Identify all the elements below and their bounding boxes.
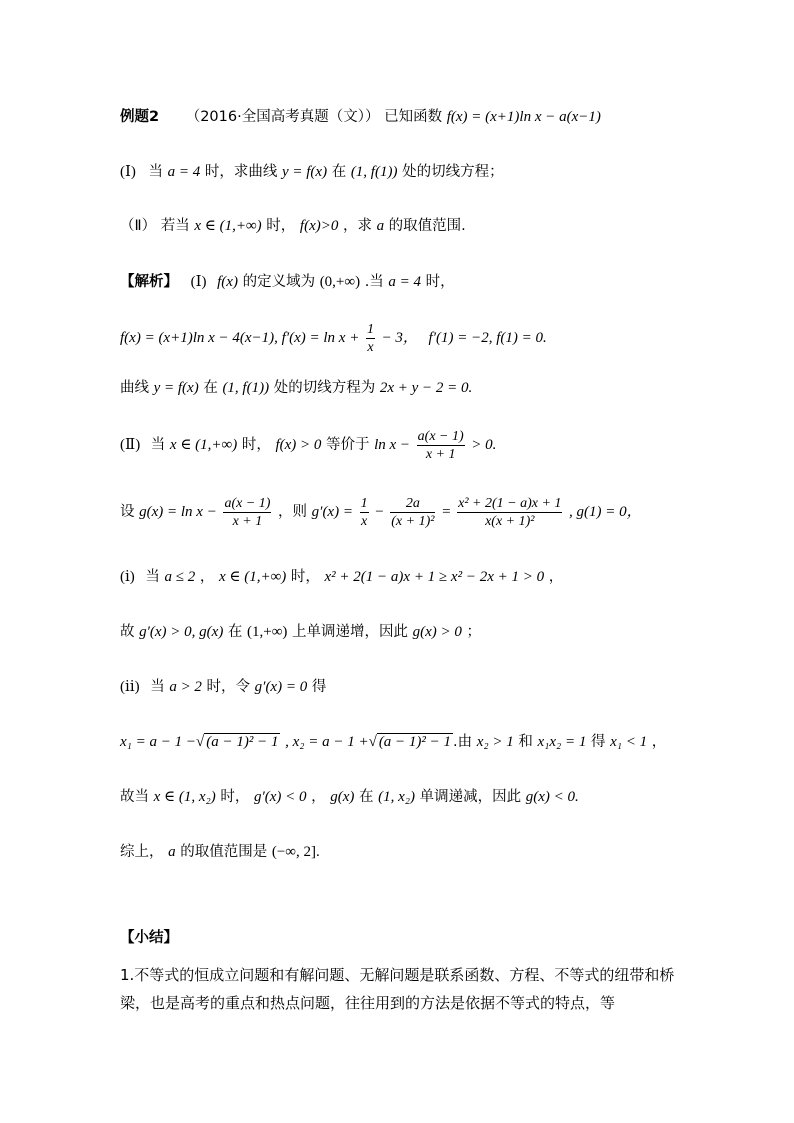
math: g′(x) > 0, g(x) [139,624,224,640]
solution-line-7 [120,622,481,642]
fraction [457,495,562,530]
fraction-numerator: a(x − 1) [224,495,271,511]
fraction [223,495,271,530]
part1-text: 在 [331,164,347,180]
math: (1, f(1)) [222,380,270,396]
math: g(x) > 0 [412,624,462,640]
fraction-numerator: a(x − 1) [417,428,464,444]
text: 在 [227,624,243,640]
part1-condition: a = 4 [167,164,201,180]
text: ， [199,569,215,585]
text: 时，令 [206,679,251,695]
math: (−∞, 2]. [271,844,320,860]
math: − [375,504,384,520]
text: .当 [364,274,384,290]
solution-line-4 [120,425,496,465]
math: ln x − [374,437,411,453]
math: (1, x₂) [378,789,415,805]
part2-domain: x ∈ (1,+∞) [194,218,262,234]
text: 单调递减，因此 [419,789,522,805]
solution-line-5 [120,492,642,532]
math: a = 4 [388,274,422,290]
math: , x₂ = a − 1 + [285,734,369,750]
math: a [168,844,176,860]
text: 曲线 [120,380,149,396]
math: y = f(x) [153,380,199,396]
fraction [390,495,435,530]
math: g(x) < 0. [525,789,579,805]
solution-part-label: (ⅱ) [120,679,140,695]
fraction [366,321,375,356]
fraction-denominator: (x + 1)² [391,513,435,529]
math: (1,+∞) [247,624,288,640]
text: 设 [120,504,135,520]
math: a ≤ 2 [164,569,196,585]
text: ，则 [278,504,308,520]
summary-paragraph: 1.不等式的恒成立问题和有解问题、无解问题是联系函数、方程、不等式的纽带和桥梁，也是高考的重点和热点问题，往往用到的方法是依据不等式的特点，等 [120,966,675,1012]
fraction-denominator: x + 1 [232,513,263,529]
math: x ∈ (1,+∞) [169,437,238,453]
math: x₁ = a − 1 − [120,734,196,750]
fraction-denominator: x [360,513,368,529]
summary-heading: 【小结】 [120,930,178,946]
math: x₁ < 1 [610,734,648,750]
math: x ∈ (1, x₂) [153,789,216,805]
part2-text: 时， [266,218,296,234]
fraction-numerator: 2a [390,495,435,513]
math: (0,+∞) [319,274,361,290]
text: 等价于 [326,437,370,453]
math: x² + 2(1 − a)x + 1 ≥ x² − 2x + 1 > 0 [324,569,545,585]
text: 的取值范围是 [180,844,268,860]
math: g′(x) = [311,504,353,520]
solution-line-6 [120,567,563,587]
math: a > 2 [169,679,202,695]
solution-line-1 [120,272,455,292]
text: 故当 [120,789,149,805]
problem-source: （2016·全国高考真题（文）） [185,109,380,125]
solution-line-2 [120,318,547,358]
problem-intro: 已知函数 [384,109,443,125]
text: 得 [311,679,327,695]
math: g′(x) < 0 [253,789,307,805]
text: 和 [518,734,533,750]
math: g(x) = ln x − [139,504,217,520]
solution-line-3 [120,378,472,398]
text: 时， [220,789,250,805]
text: .由 [453,734,473,750]
problem-label: 例题2 [120,109,160,125]
text: 上单调递增，因此 [292,624,409,640]
fraction-denominator: x [367,339,374,355]
math: = [442,504,451,520]
sqrt-radicand: (a − 1)² − 1 [378,734,452,750]
problem-title-line [120,107,601,127]
sqrt-radicand: (a − 1)² − 1 [206,734,279,750]
part1-text: 处的切线方程； [402,164,504,180]
text: 的定义域为 [242,274,316,290]
solution-line-10 [120,787,579,807]
math: g(x) [330,789,355,805]
solution-part-label: (Ⅱ) [120,437,141,453]
text: 在 [203,380,218,396]
math: − 3， [381,330,418,346]
fraction-denominator: x(x + 1)² [485,513,535,529]
part1-text: 当 [148,164,164,180]
solution-line-9: x₁ = a − 1 −√ (a − 1)² − 1 , x₂ = a − 1 +√ (a − 1)² − 1 .由 x₂ > 1 和 x₁x₂ = 1 得 x₁ < 1 ， [120,734,667,750]
text: 处的切线方程为 [273,380,376,396]
part2-text: ，求 [342,218,372,234]
solution-label: 【解析】 [120,274,178,290]
math: f′(1) = −2, f(1) = 0. [428,330,547,346]
fraction [360,495,369,530]
math: , g(1) = 0， [569,504,642,520]
part1-text: 时，求曲线 [204,164,278,180]
text: 时， [290,569,320,585]
text: 在 [359,789,374,805]
text: 时， [241,437,271,453]
fraction [417,428,465,463]
math: > 0. [471,437,497,453]
fraction-numerator: x² + 2(1 − a)x + 1 [458,495,562,511]
math: f(x) > 0 [275,437,322,453]
fraction-numerator: 1 [360,495,368,511]
text: 综上， [120,844,164,860]
problem-function: f(x) = (x+1)ln x − a(x−1) [446,109,601,125]
problem-part1-line [120,162,504,182]
text: 故 [120,624,135,640]
text: 得 [590,734,606,750]
solution-line-8 [120,677,326,697]
text: ， [311,789,326,805]
text: 当 [150,679,165,695]
math: f(x) [217,274,238,290]
math: x₁x₂ = 1 [537,734,587,750]
solution-line-11 [120,842,320,862]
math: g′(x) = 0 [254,679,308,695]
part2-text: 若当 [160,218,190,234]
text: 当 [150,437,166,453]
part1-curve: y = f(x) [281,164,328,180]
part1-point: (1, f(1)) [350,164,398,180]
part2-variable: a [376,218,385,234]
math: x ∈ (1,+∞) [218,569,287,585]
text: ， [651,734,667,750]
text: ； [466,624,482,640]
part2-condition: f(x)>0 [299,218,339,234]
math: 2x + y − 2 = 0. [379,380,473,396]
text: 时， [425,274,455,290]
problem-part2-line [120,216,466,236]
solution-part-label: (ⅰ) [120,569,135,585]
solution-part-label: (Ⅰ) [190,274,207,290]
part2-text: 的取值范围. [388,218,466,234]
math: x₂ > 1 [476,734,514,750]
math: f(x) = (x+1)ln x − 4(x−1), f′(x) = ln x + [120,330,360,346]
part1-label: (Ⅰ) [120,164,136,180]
text: 当 [145,569,160,585]
text: ， [548,569,564,585]
part2-label: （Ⅱ） [120,218,157,234]
fraction-numerator: 1 [366,321,374,337]
fraction-denominator: x + 1 [425,446,456,462]
